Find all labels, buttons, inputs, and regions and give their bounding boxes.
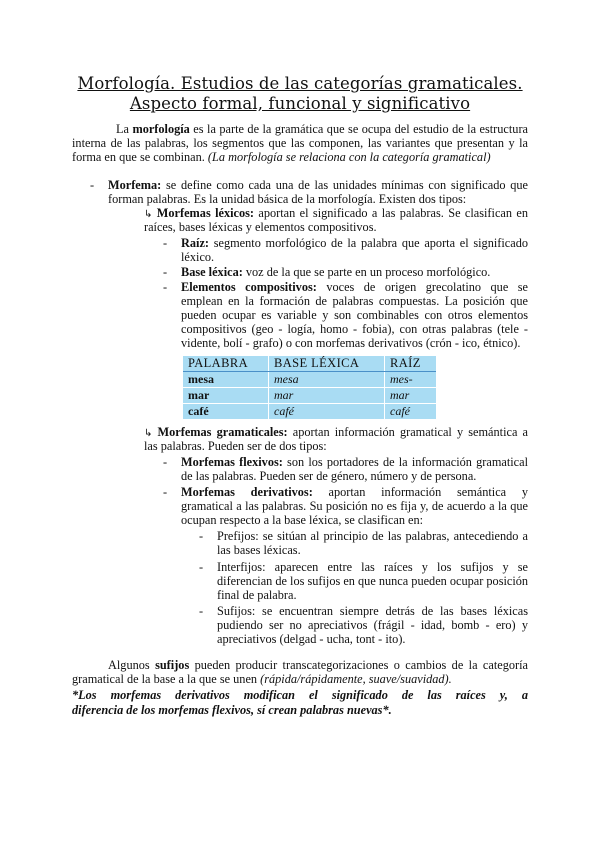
- bullet-dash: -: [163, 485, 168, 499]
- table-header-row: [183, 356, 436, 372]
- corner-arrow-icon: ↳: [144, 209, 153, 220]
- lexicos-line-2: raíces, bases léxicas y elementos compositivos.: [144, 220, 377, 234]
- flexivos-line-1: Morfemas flexivos: son los portadores de la información gramatical: [181, 455, 529, 469]
- sufijos-line-3: apreciativos (delgad - ucha, tont - ito).: [217, 632, 406, 646]
- intro-line-2: interna de las palabras, los segmentos que las componen, las variantes que presentan y la: [72, 136, 528, 150]
- compositivos-line-3: pueden ocupar es variable y son combinables con otros elementos: [181, 308, 528, 322]
- bullet-dash: -: [90, 178, 95, 192]
- flexivos-line-2: de las palabras. Pueden ser de género, número y de persona.: [181, 469, 477, 483]
- note-line-1: *Los morfemas derivativos modifican el significado de las raíces y, a: [72, 688, 528, 702]
- table-header-base-lexica: BASE LÉXICA: [269, 356, 385, 372]
- note-line-2: diferencia de los morfemas flexivos, sí crean palabras nuevas*.: [72, 703, 392, 717]
- compositivos-line-1: Elementos compositivos: voces de origen grecolatino que se: [181, 280, 528, 294]
- table-row: [183, 388, 436, 404]
- compositivos-line-2: emplean en la formación de palabras compuestas. La posición que: [181, 294, 528, 308]
- table-cell-raiz: café: [385, 404, 437, 420]
- interfijos-line-1: Interfijos: aparecen entre las raíces y los sufijos y se: [217, 560, 528, 574]
- sufijos-line-2: pudiendo ser no apreciativos (frágil - idad, bomb - ero) y: [217, 618, 528, 632]
- bullet-dash: -: [199, 529, 204, 543]
- bullet-dash: -: [199, 560, 204, 574]
- page-title-line-2: Aspecto formal, funcional y significativo: [129, 94, 471, 113]
- morfema-line-1: Morfema: se define como cada una de las unidades mínimas con significado que: [108, 178, 528, 192]
- table-cell-raiz: mar: [385, 388, 437, 404]
- derivativos-line-3: ocupan respecto a la base léxica, se clasifican en:: [181, 513, 424, 527]
- prefijos-line-1: Prefijos: se sitúan al principio de las palabras, antecediendo a: [217, 529, 528, 543]
- base-lexica-line-1: Base léxica: voz de la que se parte en un proceso morfológico.: [181, 265, 491, 279]
- intro-line-3: forma en que se combinan. (La morfología se relaciona con la categoría gramatical): [72, 150, 491, 164]
- closing-line-1: Algunos sufijos pueden producir transcategorizaciones o cambios de la categoría: [108, 658, 528, 672]
- gramaticales-line-1: ↳ Morfemas gramaticales: aportan información gramatical y semántica a: [144, 425, 528, 439]
- page-title-line-1: Morfología. Estudios de las categorías gramaticales.: [77, 74, 523, 93]
- lexicos-line-1: ↳ Morfemas léxicos: aportan el significado a las palabras. Se clasifican en: [144, 206, 528, 220]
- table-cell-raiz: mes-: [385, 372, 437, 388]
- bullet-dash: -: [163, 280, 168, 294]
- raiz-line-1: Raíz: segmento morfológico de la palabra que aporta el significado: [181, 236, 528, 250]
- raiz-line-2: léxico.: [181, 250, 215, 264]
- table-cell-base: mesa: [269, 372, 385, 388]
- table-cell-base: mar: [269, 388, 385, 404]
- morpheme-table: [183, 356, 436, 420]
- derivativos-line-2: gramatical a las palabras. Su posición no es fija y, de acuerdo a la que: [181, 499, 528, 513]
- compositivos-line-4: compositivos (geo - logía, homo - fobia), con otras palabras (tele -: [181, 322, 528, 336]
- closing-line-2: gramatical de la base a la que se unen (rápida/rápidamente, suave/suavidad).: [72, 672, 452, 686]
- bullet-dash: -: [199, 604, 204, 618]
- table-header-palabra: PALABRA: [183, 356, 269, 372]
- table-cell-palabra: mesa: [183, 372, 269, 388]
- table-row: [183, 404, 436, 420]
- bullet-dash: -: [163, 236, 168, 250]
- derivativos-line-1: Morfemas derivativos: aportan información semántica y: [181, 485, 528, 499]
- morfema-line-2: forman palabras. Es la unidad básica de la morfología. Existen dos tipos:: [108, 192, 467, 206]
- gramaticales-line-2: las palabras. Pueden ser de dos tipos:: [144, 439, 327, 453]
- prefijos-line-2: las bases léxicas.: [217, 543, 301, 557]
- interfijos-line-2: diferencian de los sufijos en que nunca pueden ocupar posición: [217, 574, 529, 588]
- bullet-dash: -: [163, 455, 168, 469]
- intro-line-1: La morfología es la parte de la gramática que se ocupa del estudio de la estructura: [116, 122, 528, 136]
- compositivos-line-5: vidente, bolí - grafo) o con morfemas derivativos (crón - ico, étnico).: [181, 336, 521, 350]
- sufijos-line-1: Sufijos: se encuentran siempre detrás de las bases léxicas: [217, 604, 528, 618]
- corner-arrow-icon: ↳: [144, 428, 153, 439]
- table-row: [183, 372, 436, 388]
- bullet-dash: -: [163, 265, 168, 279]
- table-cell-palabra: mar: [183, 388, 269, 404]
- table-cell-palabra: café: [183, 404, 269, 420]
- table-cell-base: café: [269, 404, 385, 420]
- interfijos-line-3: final de palabra.: [217, 588, 297, 602]
- table-header-raiz: RAÍZ: [385, 356, 437, 372]
